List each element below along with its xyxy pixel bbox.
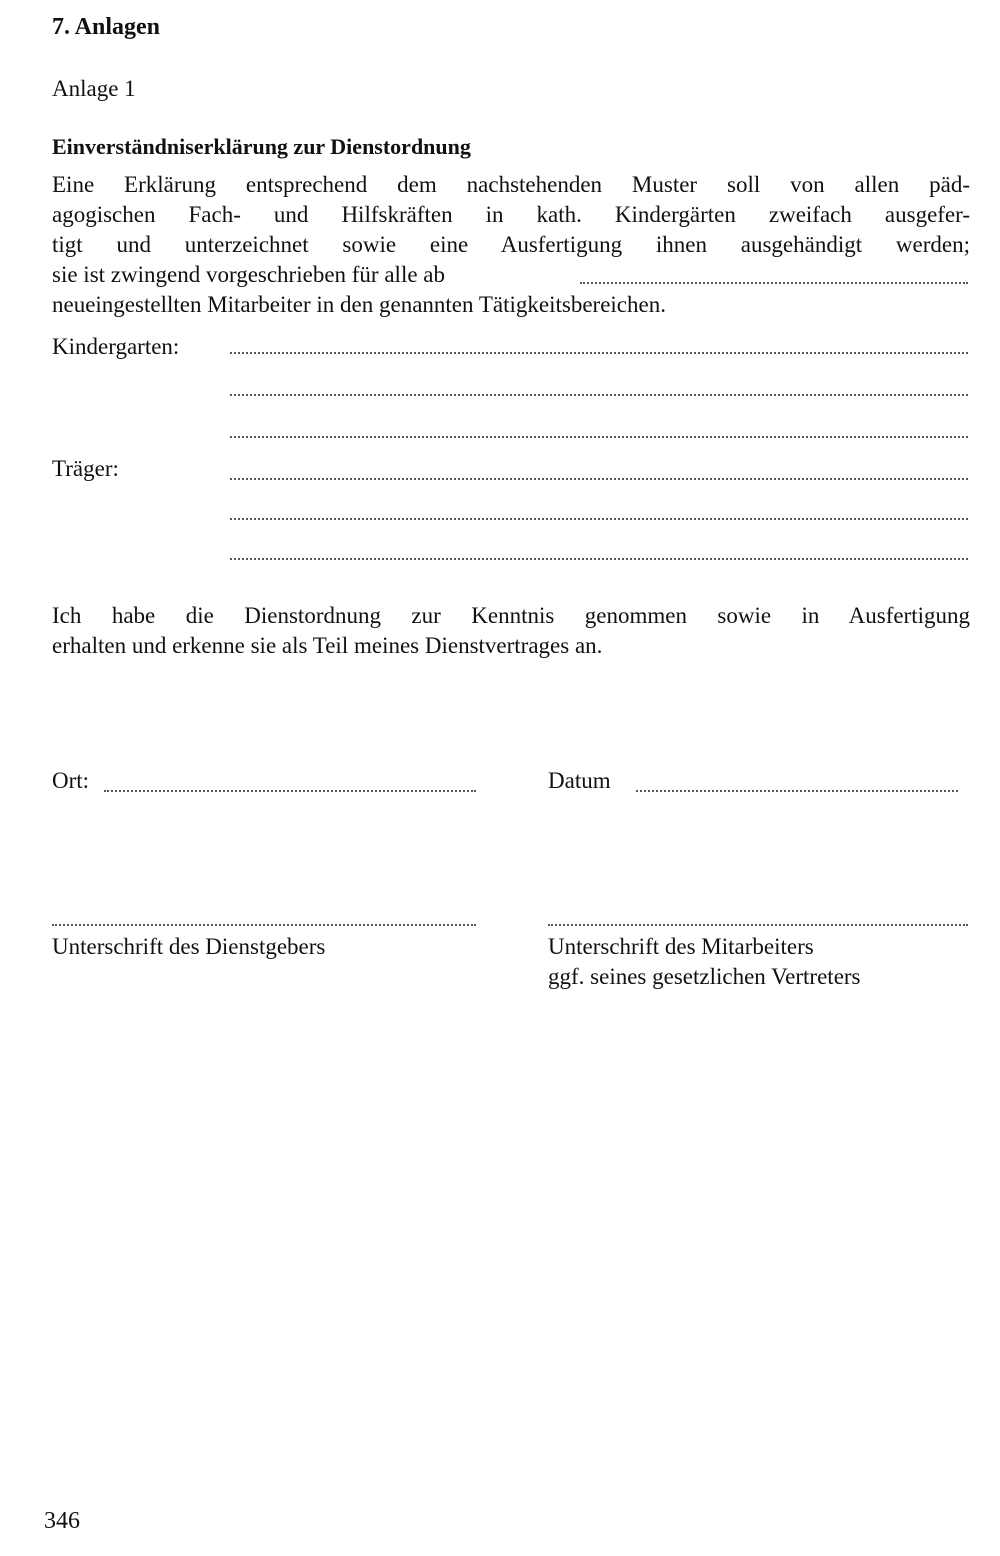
kindergarten-fill-line-3[interactable] xyxy=(230,436,968,438)
intro-line: neueingestellten Mitarbeiter in den genannten Tätigkeitsbereichen. xyxy=(52,292,666,317)
annex-label: Anlage 1 xyxy=(52,76,136,101)
intro-line: sie ist zwingend vorgeschrieben für alle ab xyxy=(52,262,445,287)
acknowledgement-line: erhalten und erkenne sie als Teil meines Dienstvertrages an. xyxy=(52,633,603,658)
intro-line: Eine Erklärung entsprechend dem nachstehenden Muster soll von allen päd- xyxy=(52,172,970,197)
date-fill-line[interactable] xyxy=(636,790,958,792)
traeger-fill-line-3[interactable] xyxy=(230,558,968,560)
acknowledgement-paragraph xyxy=(52,601,970,661)
kindergarten-fill-line-2[interactable] xyxy=(230,394,968,396)
form-heading: Einverständniserklärung zur Dienstordnung xyxy=(52,134,471,159)
traeger-fill-line-2[interactable] xyxy=(230,518,968,520)
traeger-fill-line-1[interactable] xyxy=(230,478,968,480)
intro-paragraph xyxy=(52,170,970,320)
acknowledgement-line: Ich habe die Dienstordnung zur Kenntnis genommen sowie in Ausfertigung xyxy=(52,603,970,628)
employee-signature-line[interactable] xyxy=(548,924,968,926)
employee-signature-caption: Unterschrift des Mitarbeiters xyxy=(548,934,814,959)
place-fill-line[interactable] xyxy=(104,790,476,792)
intro-line: agogischen Fach- und Hilfskräften in kath. Kindergärten zweifach ausgefer- xyxy=(52,202,970,227)
intro-line: tigt und unterzeichnet sowie eine Ausfertigung ihnen ausgehändigt werden; xyxy=(52,232,970,257)
traeger-label: Träger: xyxy=(52,456,119,481)
kindergarten-label: Kindergarten: xyxy=(52,334,180,359)
start-date-fill-line[interactable] xyxy=(580,282,968,284)
page-number: 346 xyxy=(44,1508,80,1534)
date-label: Datum xyxy=(548,768,611,793)
employer-signature-line[interactable] xyxy=(52,924,476,926)
employee-representative-caption: ggf. seines gesetzlichen Vertreters xyxy=(548,964,861,989)
section-title: 7. Anlagen xyxy=(52,14,161,40)
kindergarten-fill-line-1[interactable] xyxy=(230,352,968,354)
employer-signature-caption: Unterschrift des Dienstgebers xyxy=(52,934,326,959)
place-label: Ort: xyxy=(52,768,90,793)
